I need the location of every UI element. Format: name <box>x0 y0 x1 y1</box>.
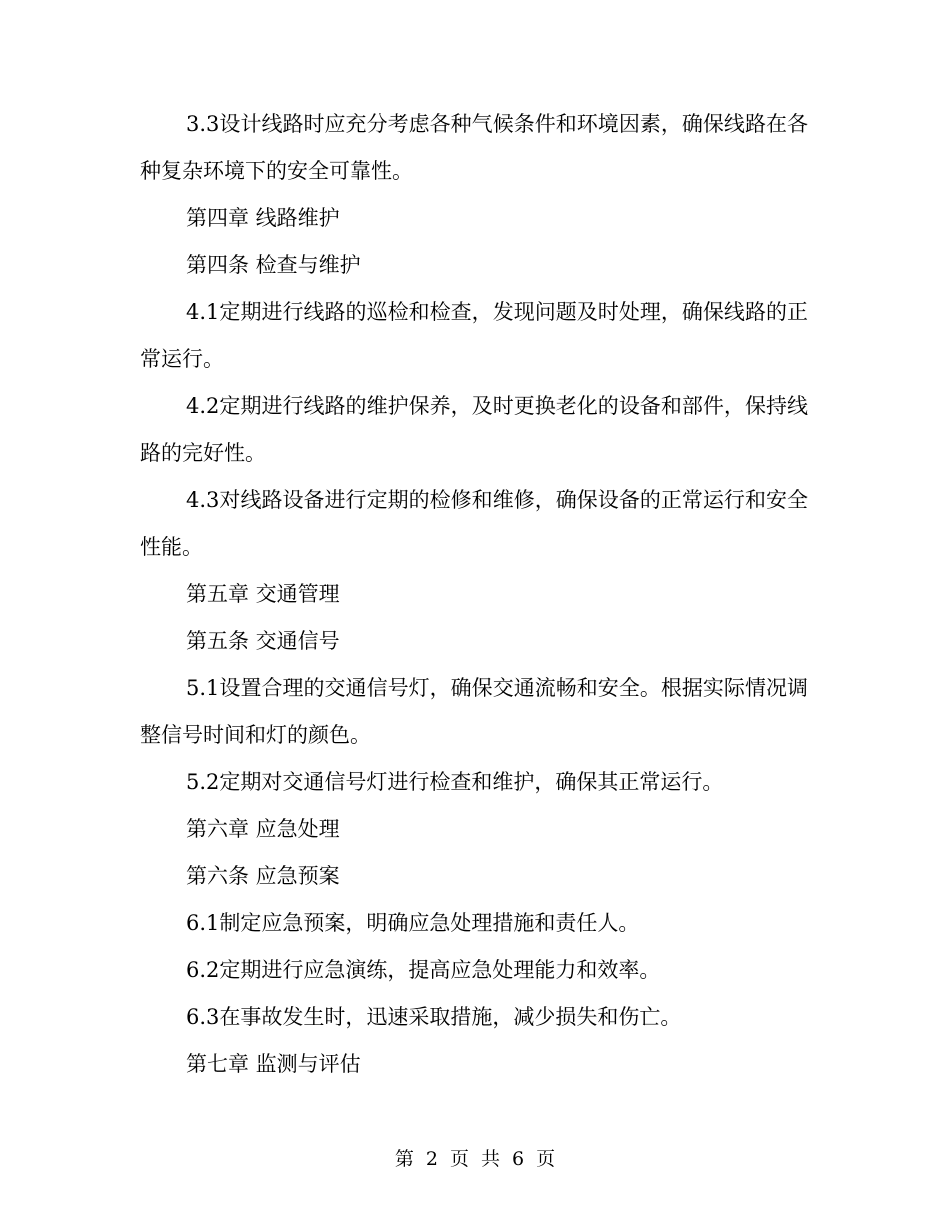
article-6-heading: 第六条 应急预案 <box>186 864 340 888</box>
paragraph-3-3: 3.3设计线路时应充分考虑各种气候条件和环境因素，确保线路在各种复杂环境下的安全可靠性。 <box>140 112 808 183</box>
article-5-heading: 第五条 交通信号 <box>186 629 340 653</box>
chapter-5-heading: 第五章 交通管理 <box>186 582 340 606</box>
document-body <box>140 101 808 1088</box>
paragraph-4-3: 4.3对线路设备进行定期的检修和维修，确保设备的正常运行和安全性能。 <box>140 488 808 559</box>
page-footer <box>0 1144 950 1174</box>
paragraph-5-1: 5.1设置合理的交通信号灯，确保交通流畅和安全。根据实际情况调整信号时间和灯的颜色。 <box>140 676 808 747</box>
paragraph-6-1: 6.1制定应急预案，明确应急处理措施和责任人。 <box>186 911 640 935</box>
paragraph-6-2: 6.2定期进行应急演练，提高应急处理能力和效率。 <box>186 958 661 982</box>
paragraph-4-2: 4.2定期进行线路的维护保养，及时更换老化的设备和部件，保持线路的完好性。 <box>140 394 808 465</box>
paragraph-4-1: 4.1定期进行线路的巡检和检查，发现问题及时处理，确保线路的正常运行。 <box>140 300 808 371</box>
paragraph-5-2: 5.2定期对交通信号灯进行检查和维护，确保其正常运行。 <box>186 770 724 794</box>
chapter-4-heading: 第四章 线路维护 <box>186 206 340 230</box>
chapter-6-heading: 第六章 应急处理 <box>186 817 340 841</box>
paragraph-6-3: 6.3在事故发生时，迅速采取措施，减少损失和伤亡。 <box>186 1005 682 1029</box>
chapter-7-heading: 第七章 监测与评估 <box>186 1052 361 1076</box>
article-4-heading: 第四条 检查与维护 <box>186 253 361 277</box>
page-number: 第 2 页 共 6 页 <box>394 1148 556 1170</box>
